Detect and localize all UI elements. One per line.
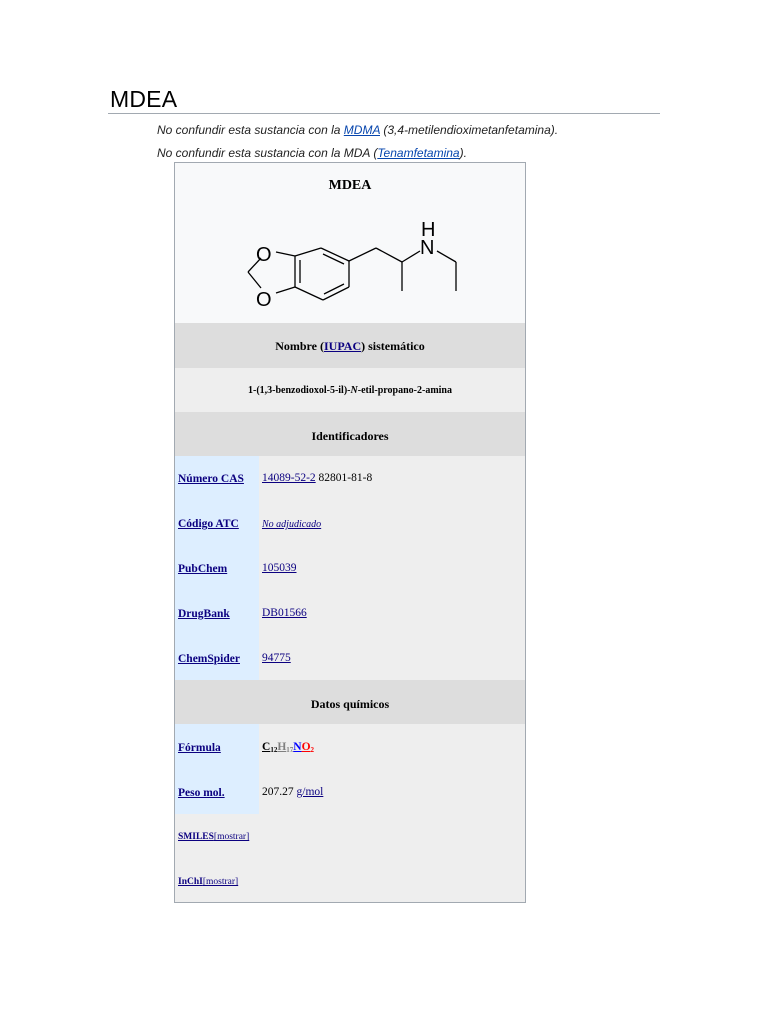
row-formula	[175, 724, 525, 769]
iupac-link[interactable]: IUPAC	[324, 339, 362, 353]
hydrogen-link[interactable]: $H_{17}$	[277, 741, 294, 754]
iupac-name-part: -etil-propano-2-amina	[357, 385, 452, 396]
hatnote-text: (3,4-metilendioximetanfetamina).	[380, 123, 559, 137]
pubchem-label-link[interactable]: PubChem	[178, 563, 228, 575]
nitrogen-label: N	[420, 237, 435, 259]
mdma-link[interactable]: MDMA	[343, 123, 380, 137]
structure-image	[175, 211, 525, 323]
inchi-show-toggle[interactable]: [mostrar]	[202, 877, 239, 887]
infobox-title: MDEA	[175, 163, 525, 211]
hatnote-text: No confundir esta sustancia con la	[157, 123, 344, 137]
atc-value-link[interactable]: No adjudicado	[262, 519, 322, 530]
gmol-link[interactable]: g/mol	[296, 786, 324, 798]
molar-mass-label-link[interactable]: Peso mol.	[178, 787, 225, 799]
title-divider	[108, 113, 660, 114]
row-pubchem	[175, 546, 525, 591]
inchi-link[interactable]: InChI	[178, 877, 203, 887]
chemspider-value-link[interactable]: 94775	[262, 652, 291, 664]
row-smiles	[175, 814, 525, 858]
row-chemspider	[175, 636, 525, 680]
hatnote-mda	[157, 146, 467, 160]
oxygen-link[interactable]: $O_2$	[301, 741, 315, 754]
oxygen-label: O	[256, 244, 272, 266]
molecular-formula	[262, 741, 314, 754]
hydrogen-label: H	[421, 219, 436, 241]
hatnote-text: No confundir esta sustancia con la MDA (	[157, 146, 378, 160]
iupac-header	[175, 323, 525, 368]
smiles-show-toggle[interactable]: [mostrar]	[213, 832, 250, 842]
molar-mass-value: 207.27	[262, 786, 297, 798]
page-title: MDEA	[110, 86, 178, 112]
cas-value-link[interactable]: 14089-52-2	[262, 472, 316, 484]
hatnote-text: ).	[459, 146, 467, 160]
row-inchi	[175, 858, 525, 902]
drug-infobox	[174, 162, 526, 903]
header-text: Nombre (	[275, 339, 324, 353]
atc-label-link[interactable]: Código ATC	[178, 518, 239, 530]
carbon-link[interactable]: $C_{12}$	[262, 741, 278, 754]
iupac-name-part: N	[350, 385, 358, 396]
drugbank-label-link[interactable]: DrugBank	[178, 608, 230, 620]
chemical-data-header: Datos químicos	[175, 680, 525, 724]
row-drugbank	[175, 591, 525, 636]
hatnote-mdma	[157, 123, 558, 137]
row-molar-mass	[175, 769, 525, 814]
tenamfetamina-link[interactable]: Tenamfetamina	[377, 146, 460, 160]
row-cas	[175, 456, 525, 501]
cas-extra: 82801-81-8	[315, 472, 373, 484]
mdea-structure-diagram	[175, 211, 525, 323]
drugbank-value-link[interactable]: DB01566	[262, 607, 307, 619]
header-text: ) sistemático	[361, 339, 425, 353]
iupac-name-part: 1-(1,3-benzodioxol-5-il)-	[248, 385, 351, 396]
nitrogen-link[interactable]: N	[293, 741, 302, 753]
formula-label-link[interactable]: Fórmula	[178, 742, 221, 754]
pubchem-value-link[interactable]: 105039	[262, 562, 297, 574]
iupac-name	[175, 368, 525, 412]
identifiers-header: Identificadores	[175, 412, 525, 456]
chemspider-label-link[interactable]: ChemSpider	[178, 653, 240, 665]
row-atc	[175, 501, 525, 546]
oxygen-label: O	[256, 289, 272, 311]
smiles-link[interactable]: SMILES	[178, 832, 214, 842]
cas-label-link[interactable]: Número CAS	[178, 473, 244, 485]
